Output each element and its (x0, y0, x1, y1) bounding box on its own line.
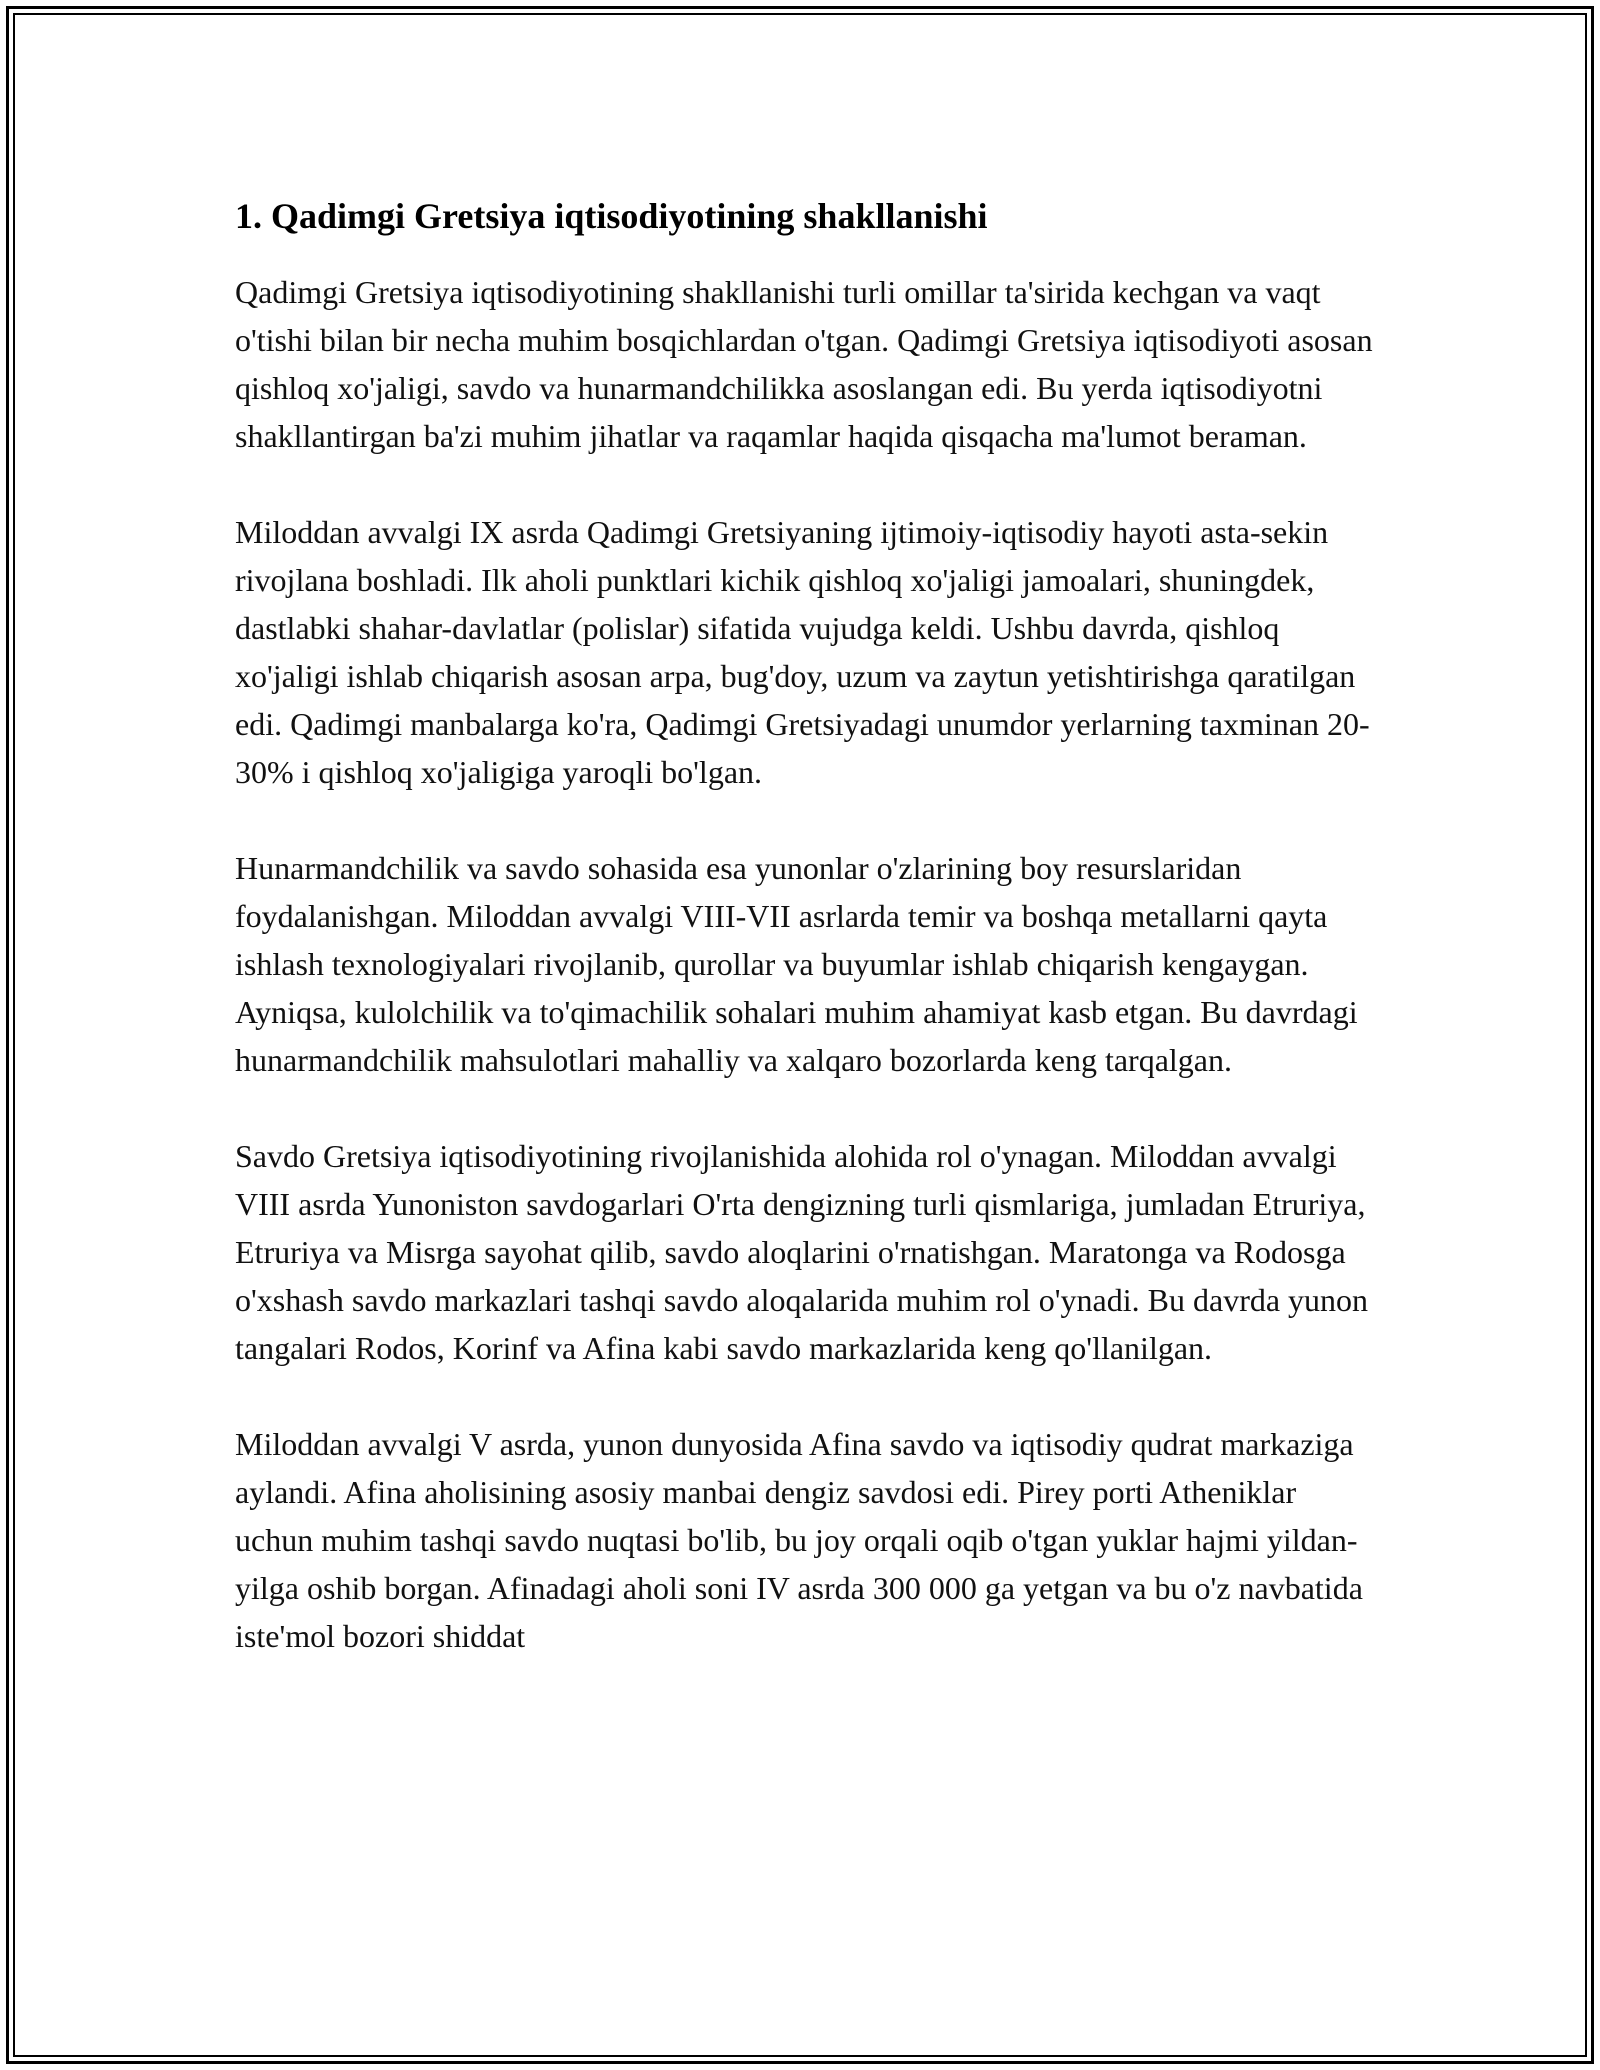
paragraph-5: Miloddan avvalgi V asrda, yunon dunyosida Afina savdo va iqtisodiy qudrat markaziga aylandi. Afina aholisining asosiy manbai dengiz savdosi edi. Pirey porti Atheniklar uchun muhim tashqi savdo nuqtasi bo'lib, bu joy orqali oqib o'tgan yuklar hajmi yildan-yilga oshib borgan. Afinadagi aholi soni IV asrda 300 000 ga yetgan va bu o'z navbatida iste'mol bozori shiddat (235, 1426, 1363, 1654)
paragraph-3: Hunarmandchilik va savdo sohasida esa yunonlar o'zlarining boy resurslaridan foydalanishgan. Miloddan avvalgi VIII-VII asrlarda temir va boshqa metallarni qayta ishlash texnologiyalari rivojlanib, qurollar va buyumlar ishlab chiqarish kengaygan. Ayniqsa, kulolchilik va to'qimachilik sohalari muhim ahamiyat kasb etgan. Bu davrdagi hunarmandchilik mahsulotlari mahalliy va xalqaro bozorlarda keng tarqalgan. (235, 850, 1358, 1078)
paragraph-2: Miloddan avvalgi IX asrda Qadimgi Gretsiyaning ijtimoiy-iqtisodiy hayoti asta-sekin rivojlana boshladi. Ilk aholi punktlari kichik qishloq xo'jaligi jamoalari, shuningdek, dastlabki shahar-davlatlar (polislar) sifatida vujudga keldi. Ushbu davrda, qishloq xo'jaligi ishlab chiqarish asosan arpa, bug'doy, uzum va zaytun yetishtirishga qaratilgan edi. Qadimgi manbalarga ko'ra, Qadimgi Gretsiyadagi unumdor yerlarning taxminan 20-30% i qishloq xo'jaligiga yaroqli bo'lgan. (235, 514, 1370, 790)
paragraph-1: Qadimgi Gretsiya iqtisodiyotining shakllanishi turli omillar ta'sirida kechgan va vaqt o'tishi bilan bir necha muhim bosqichlardan o'tgan. Qadimgi Gretsiya iqtisodiyoti asosan qishloq xo'jaligi, savdo va hunarmandchilikka asoslangan edi. Bu yerda iqtisodiyotni shakllantirgan ba'zi muhim jihatlar va raqamlar haqida qisqacha ma'lumot beraman. (235, 274, 1373, 454)
section-title: 1. Qadimgi Gretsiya iqtisodiyotining shakllanishi (235, 196, 988, 236)
paragraph-4: Savdo Gretsiya iqtisodiyotining rivojlanishida alohida rol o'ynagan. Miloddan avvalgi VIII asrda Yunoniston savdogarlari O'rta dengizning turli qismlariga, jumladan Etruriya, Etruriya va Misrga sayohat qilib, savdo aloqlarini o'rnatishgan. Maratonga va Rodosga o'xshash savdo markazlari tashqi savdo aloqalarida muhim rol o'ynadi. Bu davrda yunon tangalari Rodos, Korinf va Afina kabi savdo markazlarida keng qo'llanilgan. (235, 1138, 1369, 1366)
document-body (235, 192, 1375, 1708)
